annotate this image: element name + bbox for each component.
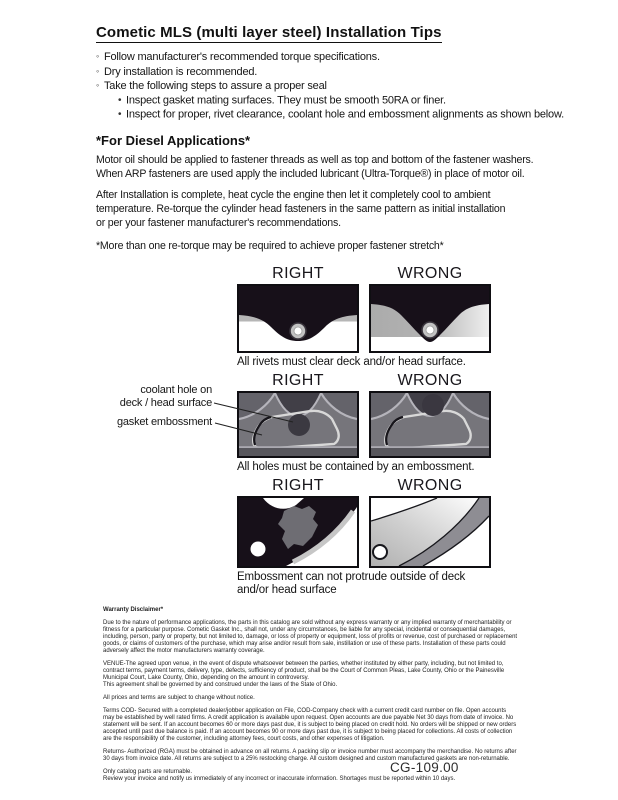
panel-embossment-right	[237, 496, 359, 568]
warranty-disclaimer-heading: Warranty Disclaimer*	[103, 606, 164, 613]
gasket-embossment-label: gasket embossment	[116, 415, 212, 428]
bullet-text: Take the following steps to assure a proper seal	[104, 80, 327, 93]
page-title: Cometic MLS (multi layer steel) Installation Tips	[96, 24, 442, 41]
open-circle-bullet-icon: ◦	[96, 51, 99, 61]
embossment-inside-diagram	[239, 498, 357, 566]
paragraph-line: *More than one re-torque may be required to achieve proper fastener stretch*	[96, 239, 444, 252]
content-column	[96, 24, 566, 789]
diagram-row-rivets	[237, 266, 491, 353]
rivet-covered-diagram	[371, 286, 489, 351]
right-heading: RIGHT	[272, 264, 324, 282]
rivet-clear-diagram	[239, 286, 357, 351]
diesel-paragraph-retorque	[96, 188, 566, 230]
panel-rivet-wrong	[369, 284, 491, 353]
hole-outside-diagram	[371, 393, 489, 456]
bullet-item	[96, 79, 566, 94]
legal-paragraph: VENUE-The agreed upon venue, in the event of dispute whatsoever between the parties, whether instituted by either party, including, but not limited to, contract terms, payment terms, delivery, type, defects, sufficiency of product, shall be the Court of Common Pleas, Lake County, Ohio or the Painesville Municipal Court, Lake County, Ohio, depending on the amount in controversy.	[103, 660, 505, 681]
legal-paragraph: Review your invoice and notify us immediately of any incorrect or inaccurate information. Shortages must be reported within 10 days.	[103, 775, 456, 782]
paragraph-line: When ARP fasteners are used apply the included lubricant (Ultra-Torque®) in place of motor oil.	[96, 167, 525, 180]
wrong-heading: WRONG	[397, 476, 463, 494]
retorque-note	[96, 239, 566, 253]
diesel-applications-heading: *For Diesel Applications*	[96, 132, 251, 148]
bullet-text: Inspect for proper, rivet clearance, coolant hole and embossment alignments as shown below.	[126, 108, 564, 121]
bullet-text: Inspect gasket mating surfaces. They must be smooth 50RA or finer.	[126, 94, 446, 107]
panel-embossment-wrong	[369, 496, 491, 568]
paragraph-line: Motor oil should be applied to fastener threads as well as top and bottom of the fastener washers.	[96, 153, 534, 166]
panel-rivet-right	[237, 284, 359, 353]
paragraph-line: temperature. Re-torque the cylinder head fasteners in the same pattern as initial installation	[96, 202, 506, 215]
sub-bullet-item	[96, 108, 566, 122]
legal-paragraph: Due to the nature of performance applications, the parts in this catalog are sold without any express warranty or any implied warranty of merchantability or fitness for a particular purpose. Cometic Gasket Inc., shall not, under any circumstances, be liable for any special, incidental or consequential damages, including, person, party or property, but not limited to, damage, or loss of property or equipment, loss of profits or revenue, cost of purchased or replacement goods, or claims of customers of the purchase, which may arise and/or result from sale, instillation or use of these parts. Installation of these parts could adversely affect the motor manufacturers warranty coverage.	[103, 619, 518, 654]
diagram-caption-protrude: Embossment can not protrude outside of deck and/or head surface	[237, 570, 466, 596]
sub-bullet-item	[96, 94, 566, 108]
embossment-protruding-diagram	[371, 498, 489, 566]
filled-bullet-icon: •	[118, 94, 122, 106]
diagram-caption-rivets: All rivets must clear deck and/or head surface.	[237, 355, 466, 368]
bullet-text: Dry installation is recommended.	[104, 65, 258, 78]
page-number: CG-109.00	[390, 760, 459, 775]
legal-paragraph: Only catalog parts are returnable.	[103, 768, 193, 775]
coolant-hole-label-line1: coolant hole on	[140, 383, 212, 396]
diagram-row-embossment	[237, 478, 491, 568]
paragraph-line: After Installation is complete, heat cycle the engine then let it completely cool to ambient	[96, 188, 491, 201]
bullet-item	[96, 65, 566, 80]
legal-paragraph: All prices and terms are subject to change without notice.	[103, 694, 255, 701]
bullet-text: Follow manufacturer's recommended torque specifications.	[104, 51, 380, 63]
coolant-hole-label	[120, 384, 212, 410]
right-heading: RIGHT	[272, 476, 324, 494]
bullet-item	[96, 50, 566, 65]
panel-coolant-right	[237, 391, 359, 458]
filled-bullet-icon: •	[118, 108, 122, 120]
panel-coolant-wrong	[369, 391, 491, 458]
warranty-disclaimer	[103, 607, 519, 783]
diagram-row-coolant	[237, 373, 491, 458]
tip-bullet-list	[96, 50, 566, 122]
diagram-caption-holes: All holes must be contained by an embossment.	[237, 460, 475, 473]
wrong-heading: WRONG	[397, 371, 463, 389]
legal-paragraph: Returns- Authorized (RGA) must be obtained in advance on all returns. A packing slip or invoice number must accompany the merchandise. No returns after 30 days from invoice date. All returns are subject to a 25% restocking charge. All custom designed and custom manufactured gaskets are non-returnable.	[103, 748, 517, 762]
paragraph-line: or per your fastener manufacturer's recommendations.	[96, 216, 341, 229]
installation-diagrams	[116, 264, 491, 597]
open-circle-bullet-icon: ◦	[96, 65, 99, 76]
legal-paragraph: This agreement shall be governed by and construed under the laws of the State of Ohio.	[103, 681, 338, 688]
diesel-paragraph-oil	[96, 153, 566, 181]
open-circle-bullet-icon: ◦	[96, 80, 99, 91]
right-heading: RIGHT	[272, 371, 324, 389]
hole-contained-diagram	[239, 393, 357, 456]
wrong-heading: WRONG	[397, 264, 463, 282]
legal-paragraph: Terms COD- Secured with a completed dealer/jobber application on File, COD-Company check with a current credit card number on file. Open accounts may be established by well rated firms. A credit application is available upon request. Open accounts are due payable Net 30 days from date of invoice. No statement will be sent. If an account becomes 60 or more days past due, it is subject to being placed on credit hold. No orders will be shipped or new orders accepted until past due balance is paid. If an account becomes 90 or more days past due, it is subject to being placed for collections. All costs of collection are the responsibility of the customer, including attorney fees, court costs, and other expenses of litigation.	[103, 707, 517, 742]
coolant-hole-label-line2: deck / head surface	[119, 396, 212, 409]
